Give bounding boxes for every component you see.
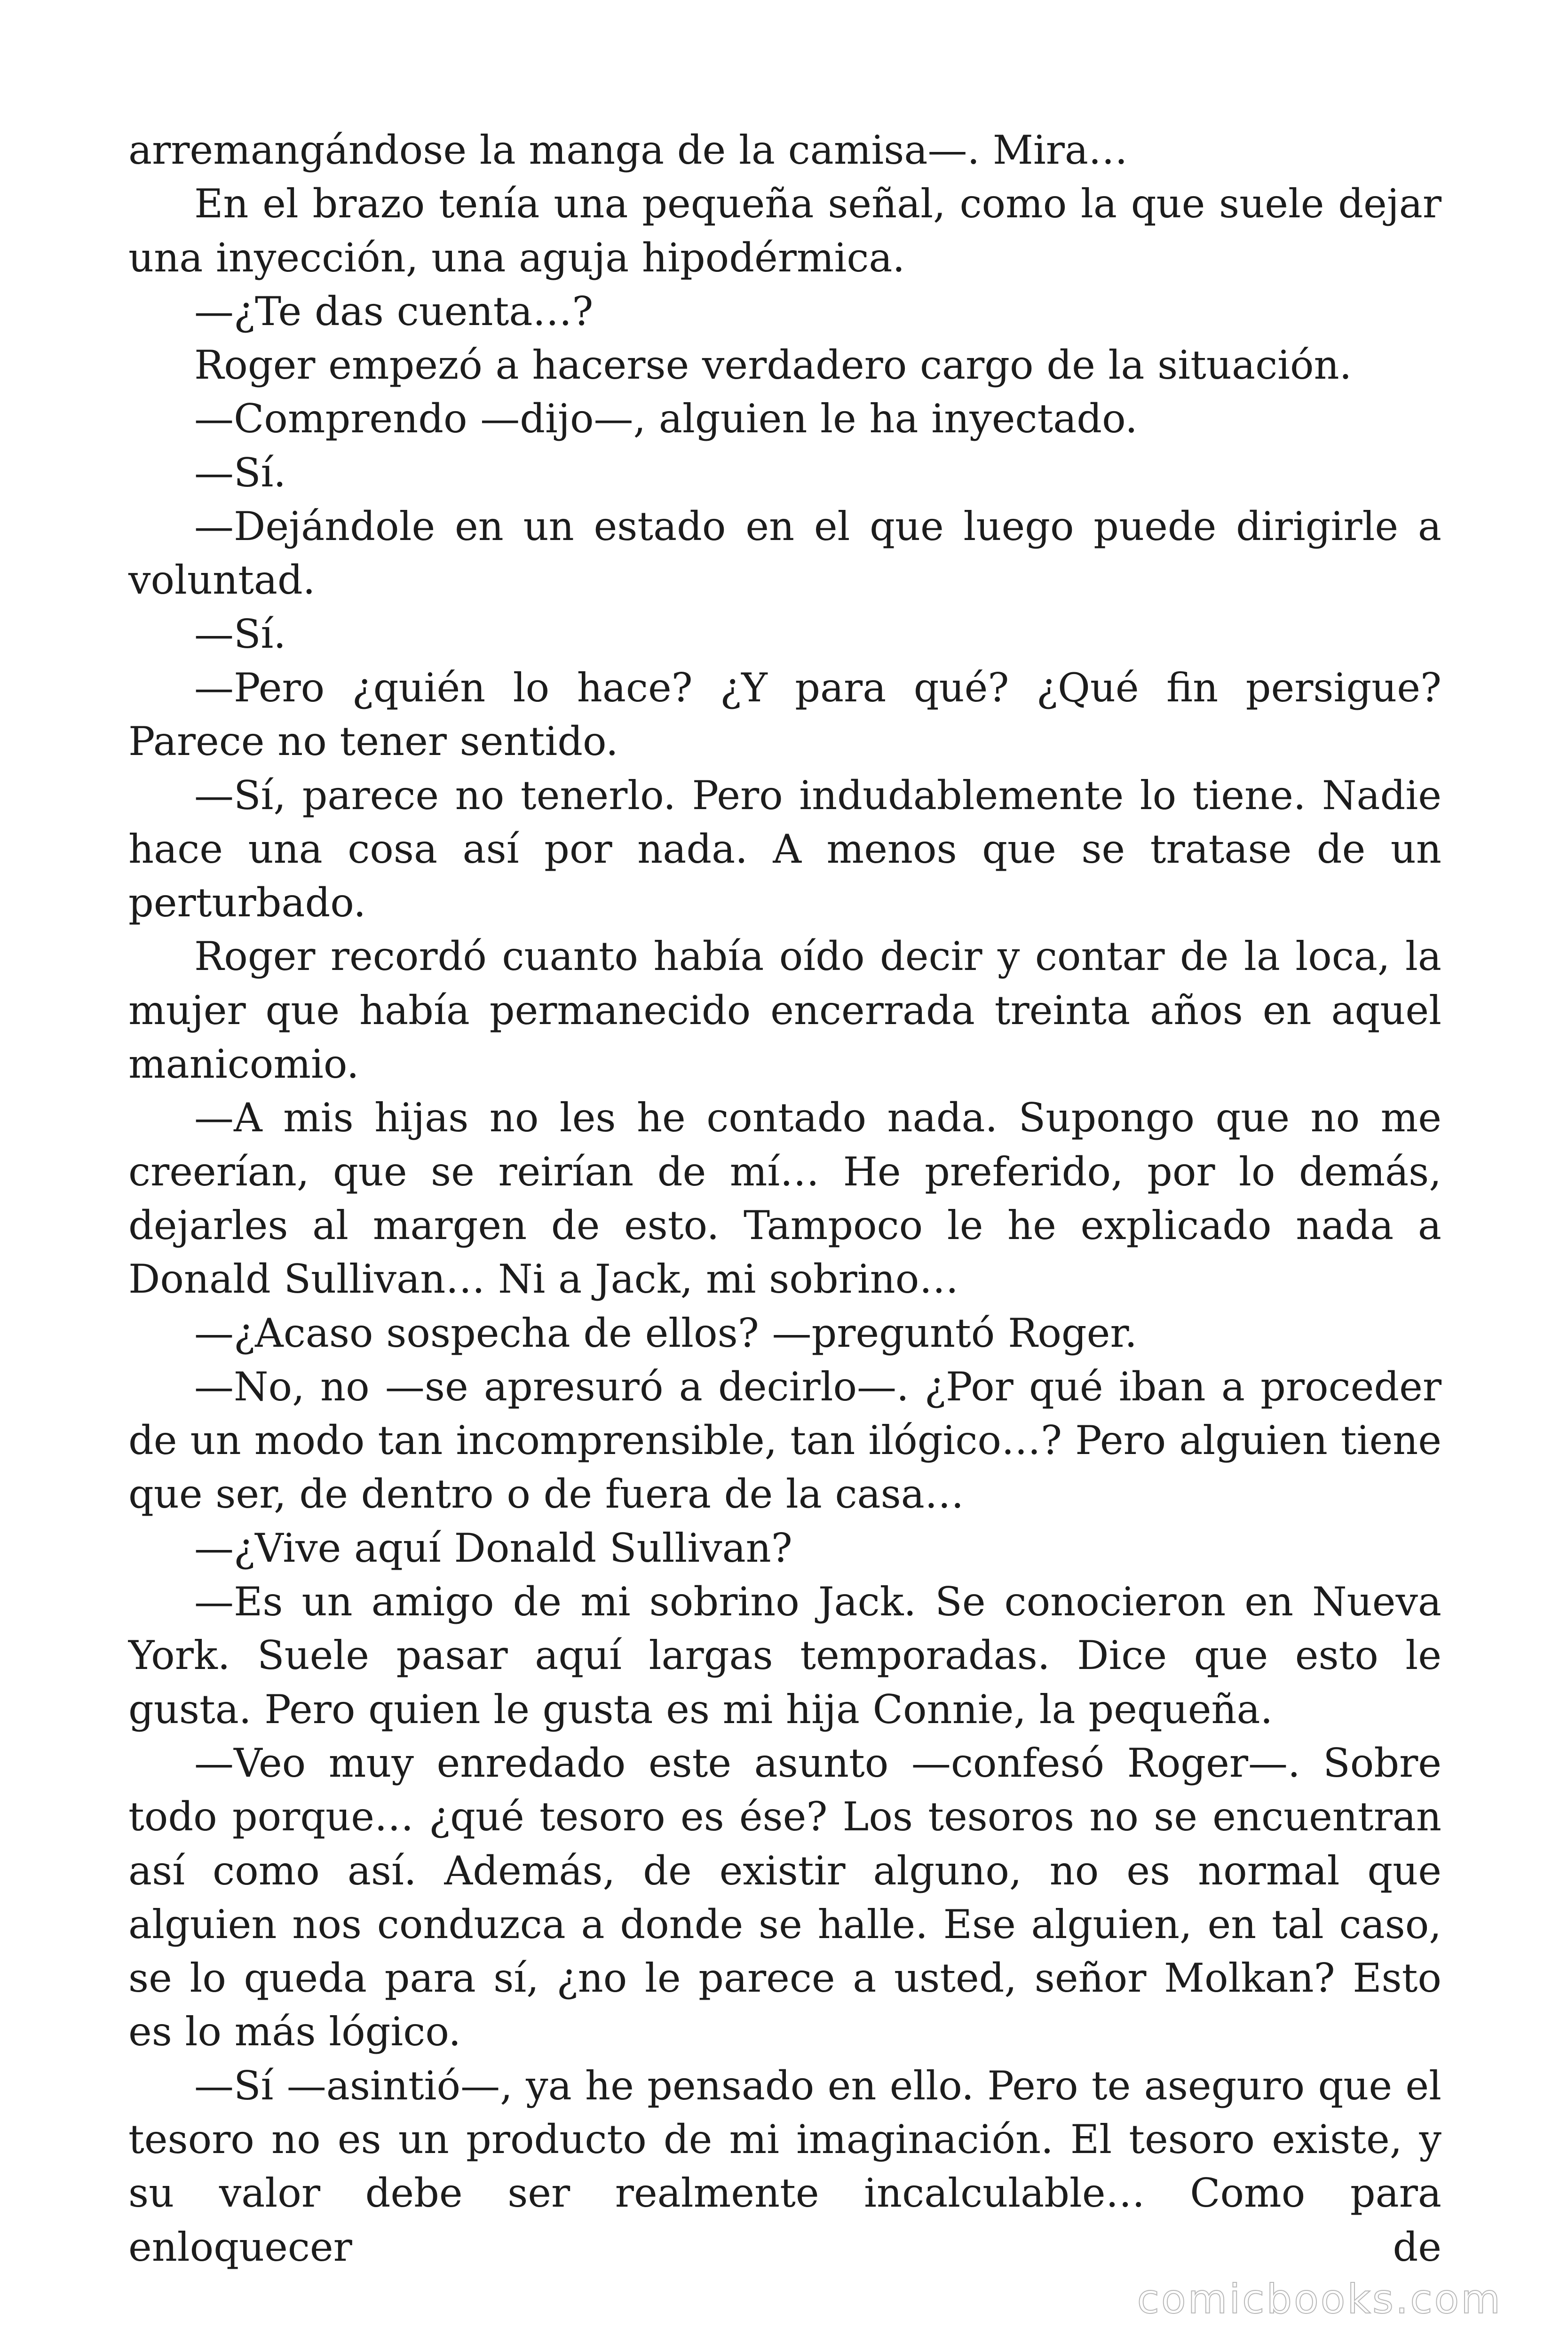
paragraph: Roger empezó a hacerse verdadero cargo de la situación. [194, 342, 1352, 389]
paragraph: —Sí —asintió—, ya he pensado en ello. Pero te aseguro que el tesoro no es un producto de mi imaginación. El tesoro existe, y su valor debe ser realmente incalculable… Como para enloquecer de [128, 2062, 1441, 2270]
paragraph: —No, no —se apresuró a decirlo—. ¿Por qué iban a proceder de un modo tan incomprensible, tan ilógico…? Pero alguien tiene que ser, de dentro o de fuera de la casa… [128, 1363, 1441, 1518]
paragraph: —¿Te das cuenta…? [194, 288, 594, 334]
paragraph: —Sí, parece no tenerlo. Pero indudablemente lo tiene. Nadie hace una cosa así por nada. A menos que se tratase de un perturbado. [128, 772, 1441, 926]
page-body-text [128, 123, 1441, 2274]
paragraph: Roger recordó cuanto había oído decir y contar de la loca, la mujer que había permanecido encerrada treinta años en aquel manicomio. [128, 933, 1441, 1088]
paragraph: En el brazo tenía una pequeña señal, como la que suele dejar una inyección, una aguja hipodérmica. [128, 181, 1441, 281]
paragraph: —¿Vive aquí Donald Sullivan? [194, 1525, 792, 1571]
paragraph: —Comprendo —dijo—, alguien le ha inyectado. [194, 396, 1138, 442]
paragraph: —Veo muy enredado este asunto —confesó Roger—. Sobre todo porque… ¿qué tesoro es ése? Los tesoros no se encuentran así como así. Además, de existir alguno, no es normal que alguien nos conduzca a donde se halle. Ese alguien, en tal caso, se lo queda para sí, ¿no le parece a usted, señor Molkan? Esto es lo más lógico. [128, 1740, 1441, 2055]
site-watermark: comicbooks.com [1137, 2276, 1502, 2323]
paragraph: —Sí. [194, 611, 286, 657]
paragraph: —¿Acaso sospecha de ellos? —preguntó Roger. [194, 1310, 1138, 1356]
paragraph: arremangándose la manga de la camisa—. Mira… [128, 127, 1128, 173]
paragraph: —Pero ¿quién lo hace? ¿Y para qué? ¿Qué fin persigue? Parece no tener sentido. [128, 664, 1441, 765]
paragraph: —Sí. [194, 449, 286, 496]
paragraph: —Es un amigo de mi sobrino Jack. Se conocieron en Nueva York. Suele pasar aquí largas temporadas. Dice que esto le gusta. Pero quien le gusta es mi hija Connie, la pequeña. [128, 1579, 1441, 1732]
paragraph: —Dejándole en un estado en el que luego puede dirigirle a voluntad. [128, 503, 1441, 604]
paragraph: —A mis hijas no les he contado nada. Supongo que no me creerían, que se reirían de mí… He preferido, por lo demás, dejarles al margen de esto. Tampoco le he explicado nada a Donald Sullivan… Ni a Jack, mi sobrino… [128, 1095, 1441, 1303]
